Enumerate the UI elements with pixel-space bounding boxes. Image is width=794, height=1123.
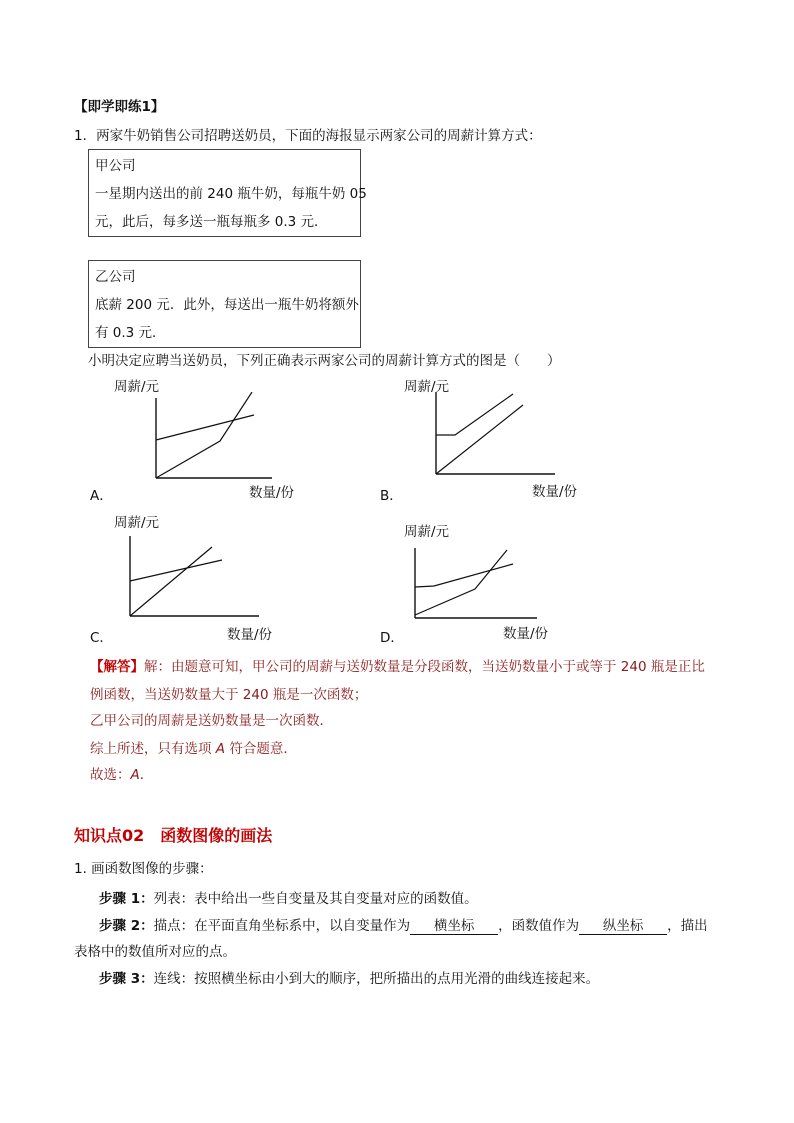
step-2-blank-2: 纵坐标 — [579, 914, 667, 935]
option-a-label[interactable]: A． — [90, 488, 113, 504]
option-d-label[interactable]: D． — [380, 630, 404, 646]
option-b-graph — [430, 388, 560, 488]
answer-text1: 解：由题意可知，甲公司的周薪与送奶数量是分段函数，当送奶数量小于或等于 240 瓶是正比 — [144, 659, 705, 675]
step-2-label: 步骤 2： — [99, 918, 154, 934]
company-a-title: 甲公司 — [95, 158, 136, 174]
option-c-xlabel: 数量/份 — [227, 627, 273, 643]
option-c-ylabel: 周薪/元 — [114, 515, 160, 531]
step-2-blank-1: 横坐标 — [410, 914, 498, 935]
option-c-graph — [124, 530, 274, 625]
section-title: 函数图像的画法 — [160, 826, 273, 845]
section-number: 知识点02 — [74, 826, 145, 845]
exercise-header: 【即学即练1】 — [74, 99, 165, 115]
option-a-graph — [150, 392, 290, 492]
step-2-continued: 表格中的数值所对应的点。 — [74, 944, 236, 960]
step-1-label: 步骤 1： — [99, 891, 154, 907]
section-heading — [74, 823, 272, 846]
steps-intro: 1. 画函数图像的步骤： — [74, 861, 213, 877]
question-prompt: 小明决定应聘当送奶员，下列正确表示两家公司的周薪计算方式的图是（ ） — [88, 353, 561, 369]
answer-line3: 乙甲公司的周薪是送奶数量是一次函数． — [90, 713, 333, 729]
answer-line5 — [90, 763, 153, 783]
company-b-box — [88, 260, 361, 348]
step-3 — [99, 967, 599, 987]
company-b-line1: 底薪 200 元．此外，每送出一瓶牛奶将额外 — [95, 297, 359, 313]
answer-line5-option: A — [130, 767, 140, 783]
company-b-line2: 有 0.3 元． — [95, 325, 166, 341]
option-b-label[interactable]: B． — [380, 488, 403, 504]
company-a-line2: 元，此后，每多送一瓶每瓶多 0.3 元． — [95, 214, 328, 230]
step-1 — [99, 887, 478, 907]
answer-line4-option: A — [215, 741, 226, 757]
option-b-xlabel: 数量/份 — [532, 484, 578, 500]
step-2-text-b: ，函数值作为 — [498, 918, 580, 934]
answer-line4-suffix: 符合题意． — [225, 741, 297, 757]
step-3-label: 步骤 3： — [99, 971, 154, 987]
answer-line4-prefix: 综上所述，只有选项 — [90, 741, 216, 757]
question-text: 1．两家牛奶销售公司招聘送奶员，下面的海报显示两家公司的周薪计算方式： — [74, 128, 542, 144]
option-b-ylabel: 周薪/元 — [404, 379, 450, 395]
option-d-graph — [409, 542, 544, 627]
step-2 — [99, 914, 708, 935]
step-1-text: 列表：表中给出一些自变量及其自变量对应的函数值。 — [153, 891, 478, 907]
answer-line2: 例函数，当送奶数量大于 240 瓶是一次函数； — [90, 687, 368, 703]
option-d-xlabel: 数量/份 — [503, 626, 549, 642]
option-a-xlabel: 数量/份 — [249, 485, 295, 501]
answer-line5-suffix: ． — [139, 767, 154, 783]
company-a-line1: 一星期内送出的前 240 瓶牛奶，每瓶牛奶 05 — [95, 186, 367, 202]
step-2-text-a: 描点：在平面直角坐标系中，以自变量作为 — [153, 918, 411, 934]
option-d-ylabel: 周薪/元 — [404, 524, 450, 540]
answer-line4 — [90, 737, 297, 757]
company-b-title: 乙公司 — [95, 269, 136, 285]
answer-line1 — [90, 655, 705, 675]
answer-line5-prefix: 故选： — [90, 767, 131, 783]
answer-tag: 【解答】 — [90, 659, 144, 675]
option-a-ylabel: 周薪/元 — [114, 379, 160, 395]
step-3-text: 连线：按照横坐标由小到大的顺序，把所描出的点用光滑的曲线连接起来。 — [153, 971, 600, 987]
option-c-label[interactable]: C． — [90, 630, 113, 646]
step-2-text-c: ，描出 — [667, 918, 708, 934]
company-a-box — [88, 149, 367, 237]
